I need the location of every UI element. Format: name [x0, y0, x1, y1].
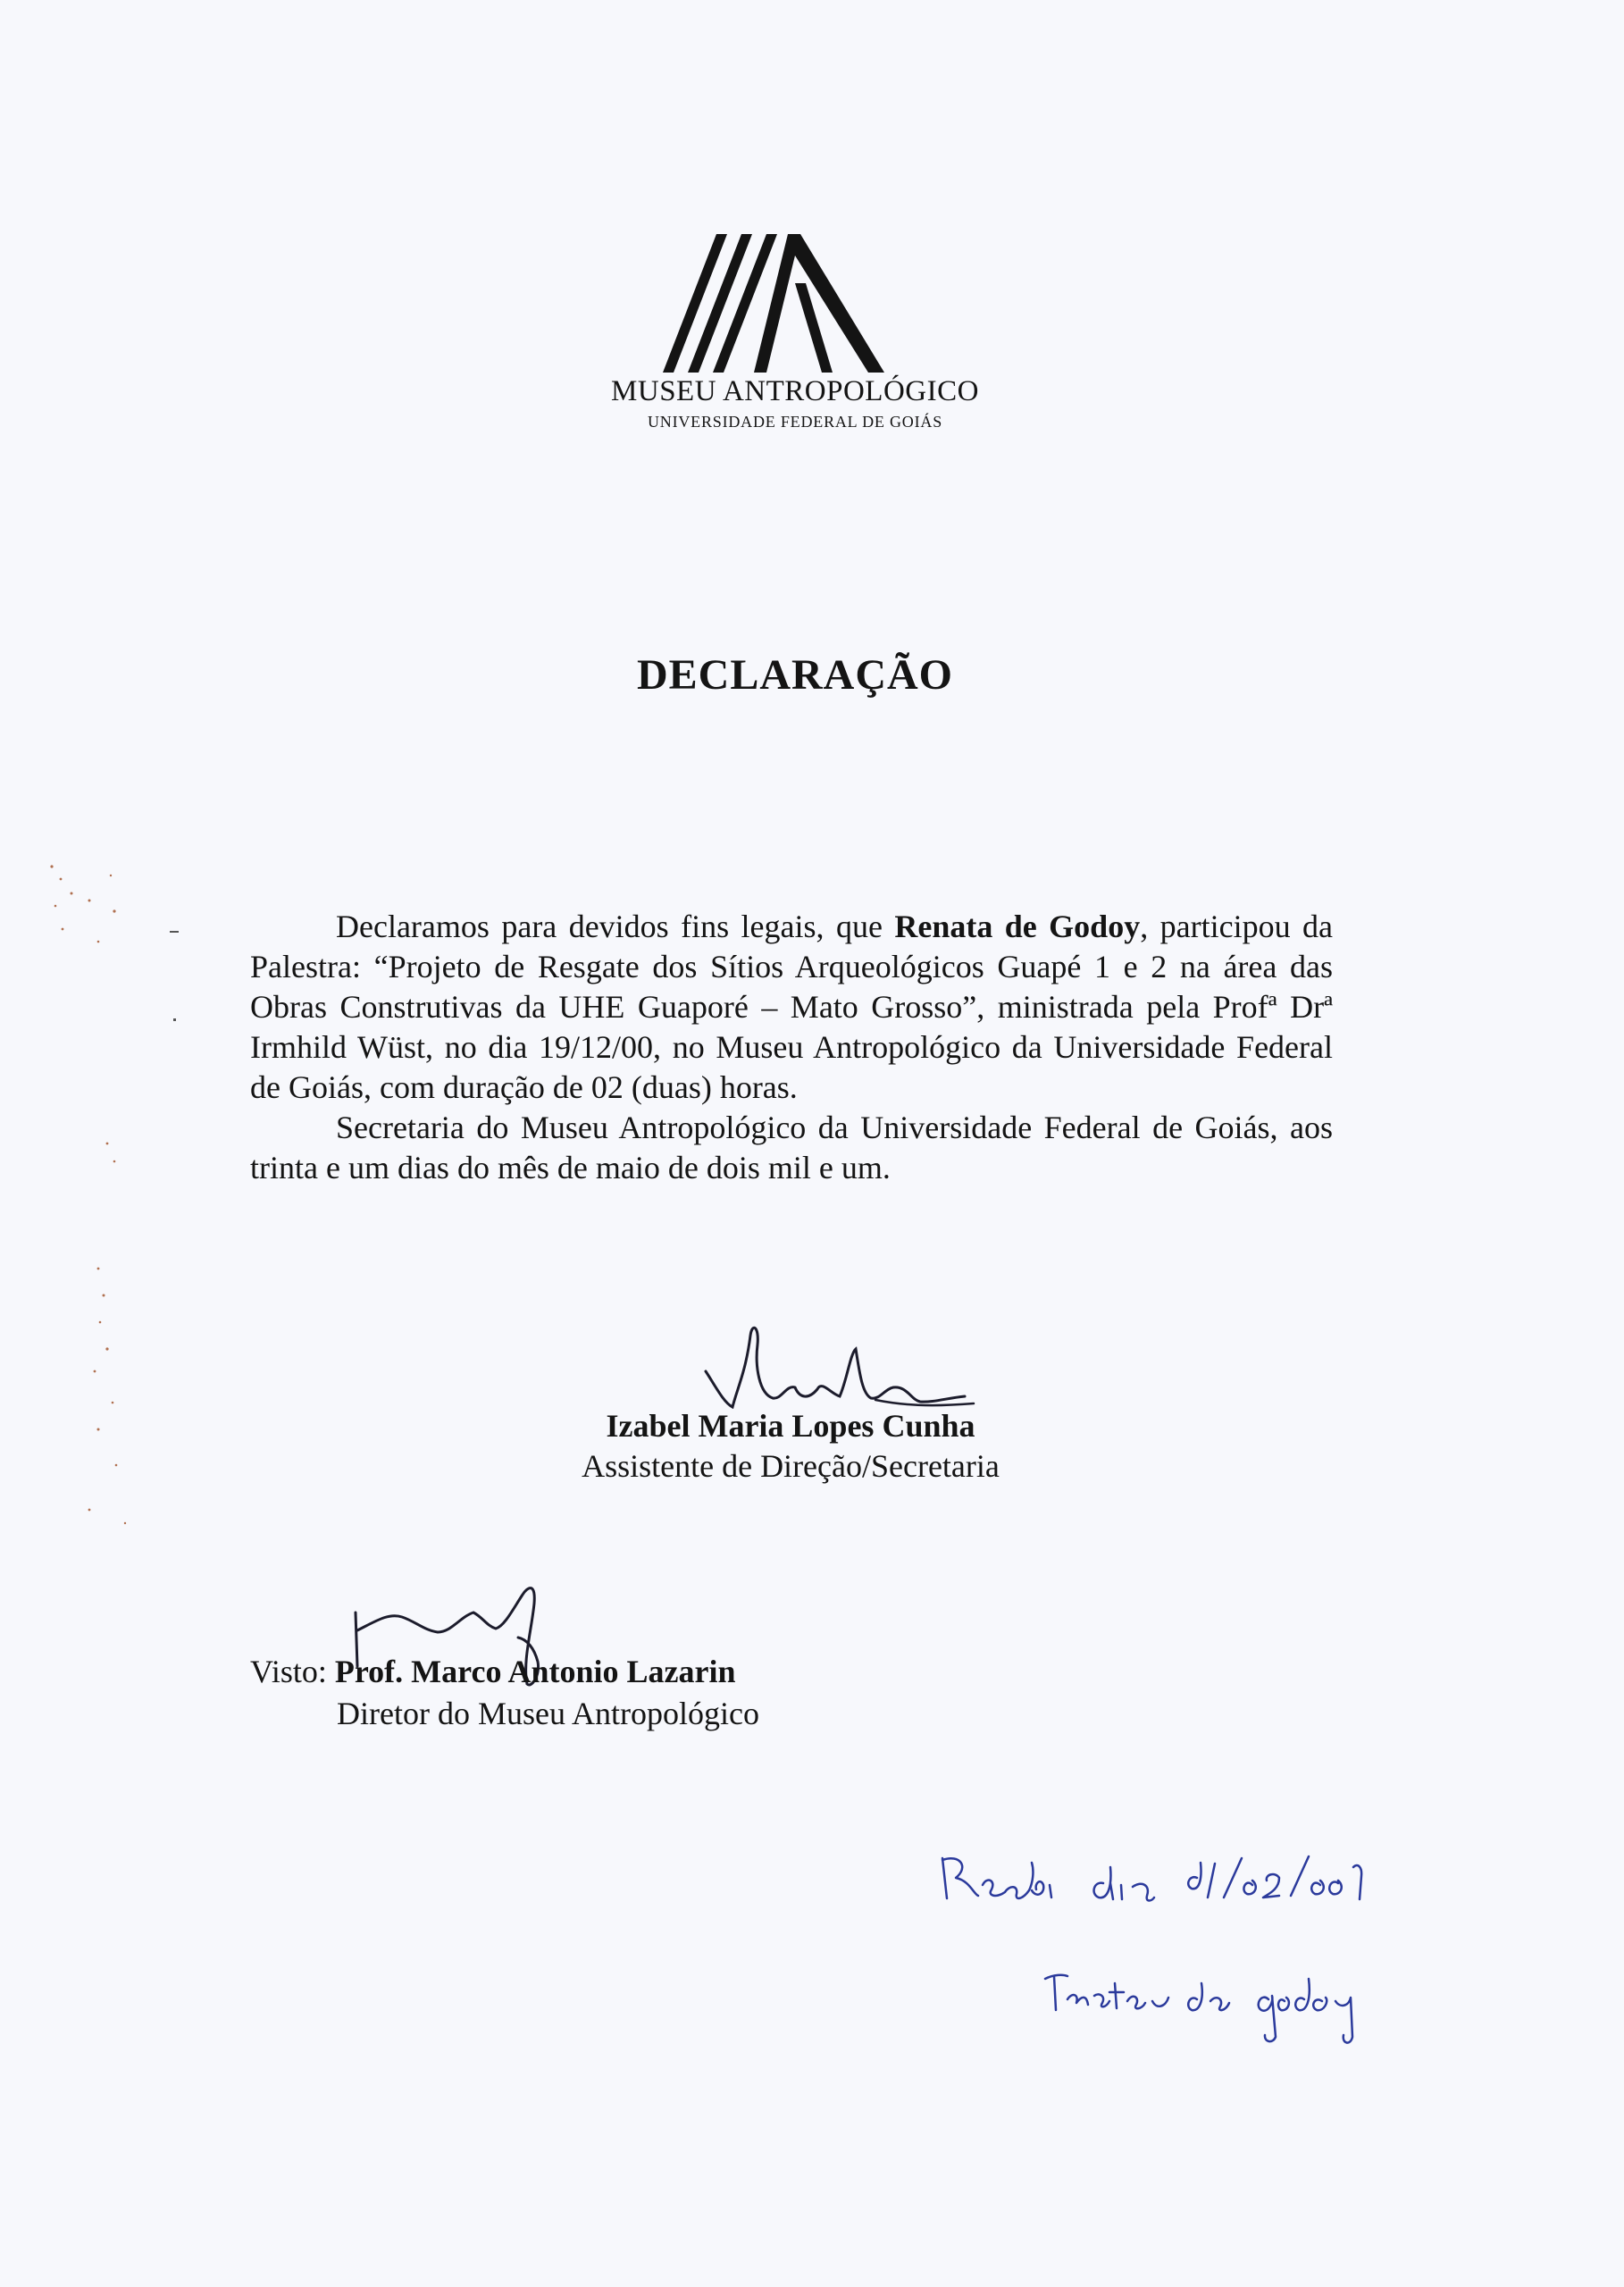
recipient-name: Renata de Godoy — [894, 909, 1141, 944]
museum-logo — [661, 234, 884, 373]
declaration-body — [250, 907, 1333, 1188]
declaration-paragraph-2: Secretaria do Museu Antropológico da Universidade Federal de Goiás, aos trinta e um dias do mês de maio de dois mil e um. — [250, 1110, 1333, 1185]
signer-1-name: Izabel Maria Lopes Cunha — [606, 1408, 975, 1444]
paragraph1-rest: , participou da Palestra: “Projeto de Resgate dos Sítios Arqueológicos Guapé 1 e 2 na área das Obras Construtivas da UHE Guaporé – Mato Grosso”, ministrada pela Profª Drª Irmhild Wüst, no dia 19/12/00, no Museu Antropológico da Universidade Federal de Goiás, com duração de 02 (duas) horas. — [250, 909, 1333, 1105]
signer-2-role: Diretor do Museu Antropológico — [337, 1696, 759, 1731]
museum-name: MUSEU ANTROPOLÓGICO — [611, 375, 979, 407]
document-title: DECLARAÇÃO — [636, 651, 953, 699]
visto-line — [250, 1653, 736, 1690]
signer-2-name: Prof. Marco Antonio Lazarin — [334, 1654, 736, 1689]
paragraph1-lead: Declaramos para devidos fins legais, que — [336, 909, 895, 944]
visto-label: Visto: — [250, 1654, 327, 1689]
handwritten-receipt-note — [929, 1831, 1429, 2082]
scan-margin-marks — [36, 849, 179, 1546]
signature-izabel — [697, 1318, 983, 1420]
university-name: UNIVERSIDADE FEDERAL DE GOIÁS — [647, 413, 943, 431]
declaration-paragraph-1 — [250, 907, 1333, 1108]
signer-1-role: Assistente de Direção/Secretaria — [582, 1448, 1000, 1484]
